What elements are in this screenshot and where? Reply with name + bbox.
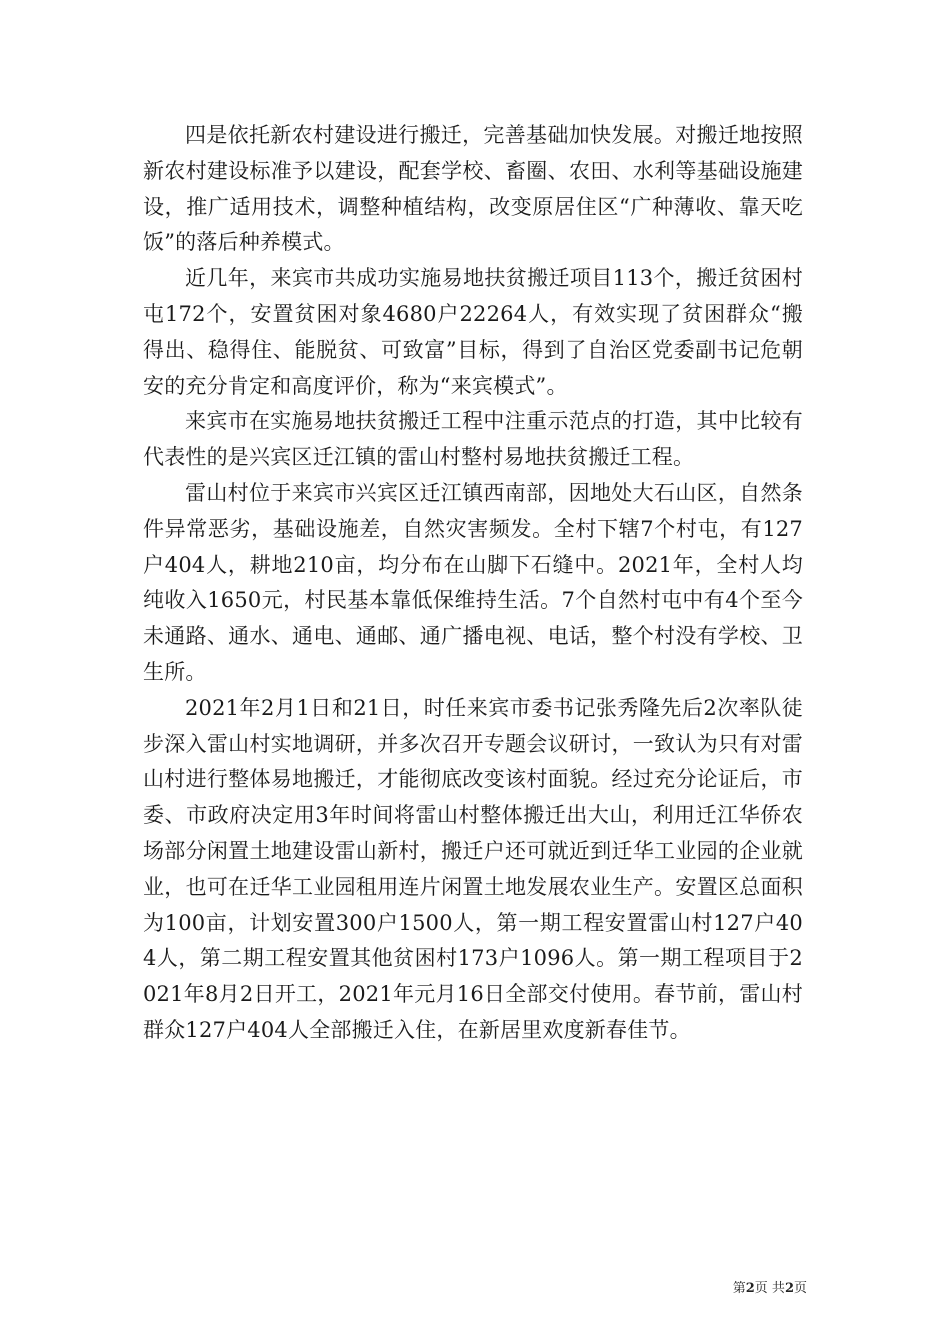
- paragraph-leishan-village-profile: 雷山村位于来宾市兴宾区迁江镇西南部，因地处大石山区，自然条件异常恶劣，基础设施差，自然灾害频发。全村下辖7个村屯，有127户404人，耕地210亩，均分布在山脚下石缝中。2021年，全村人均纯收入1650元，村民基本靠低保维持生活。7个自然村屯中有4个至今未通路、通水、通电、通邮、通广播电视、电话，整个村没有学校、卫生所。: [143, 480, 803, 684]
- footer-prefix: 第: [732, 1281, 746, 1296]
- paragraph-relocation-new-village: 四是依托新农村建设进行搬迁，完善基础加快发展。对搬迁地按照新农村建设标准予以建设，配套学校、畜圈、农田、水利等基础设施建设，推广适用技术，调整种植结构，改变原居住区“广种薄收、靠天吃饭”的落后种养模式。: [143, 123, 803, 255]
- paragraph-laibin-model: 近几年，来宾市共成功实施易地扶贫搬迁项目113个，搬迁贫困村屯172个，安置贫困对象4680户22264人，有效实现了贫困群众“搬得出、稳得住、能脱贫、可致富”目标，得到了自治区党委副书记危朝安的充分肯定和高度评价，称为“来宾模式”。: [143, 266, 803, 398]
- footer-suffix: 页: [793, 1281, 807, 1296]
- page-number-footer: [733, 1281, 807, 1297]
- document-body: [143, 118, 803, 1049]
- footer-total-pages: 2: [784, 1281, 794, 1296]
- paragraph-demonstration-site: 来宾市在实施易地扶贫搬迁工程中注重示范点的打造，其中比较有代表性的是兴宾区迁江镇的雷山村整村易地扶贫搬迁工程。: [143, 409, 803, 470]
- footer-current-page: 2: [745, 1281, 755, 1296]
- paragraph-leishan-relocation-project: 2021年2月1日和21日，时任来宾市委书记张秀隆先后2次率队徒步深入雷山村实地调研，并多次召开专题会议研讨，一致认为只有对雷山村进行整体易地搬迁，才能彻底改变该村面貌。经过充分论证后，市委、市政府决定用3年时间将雷山村整体搬迁出大山，利用迁江华侨农场部分闲置土地建设雷山新村，搬迁户还可就近到迁华工业园的企业就业，也可在迁华工业园租用连片闲置土地发展农业生产。安置区总面积为100亩，计划安置300户1500人，第一期工程安置雷山村127户404人，第二期工程安置其他贫困村173户1096人。第一期工程项目于2021年8月2日开工，2021年元月16日全部交付使用。春节前，雷山村群众127户404人全部搬迁入住，在新居里欢度新春佳节。: [143, 695, 803, 1042]
- footer-middle: 页 共: [754, 1281, 785, 1296]
